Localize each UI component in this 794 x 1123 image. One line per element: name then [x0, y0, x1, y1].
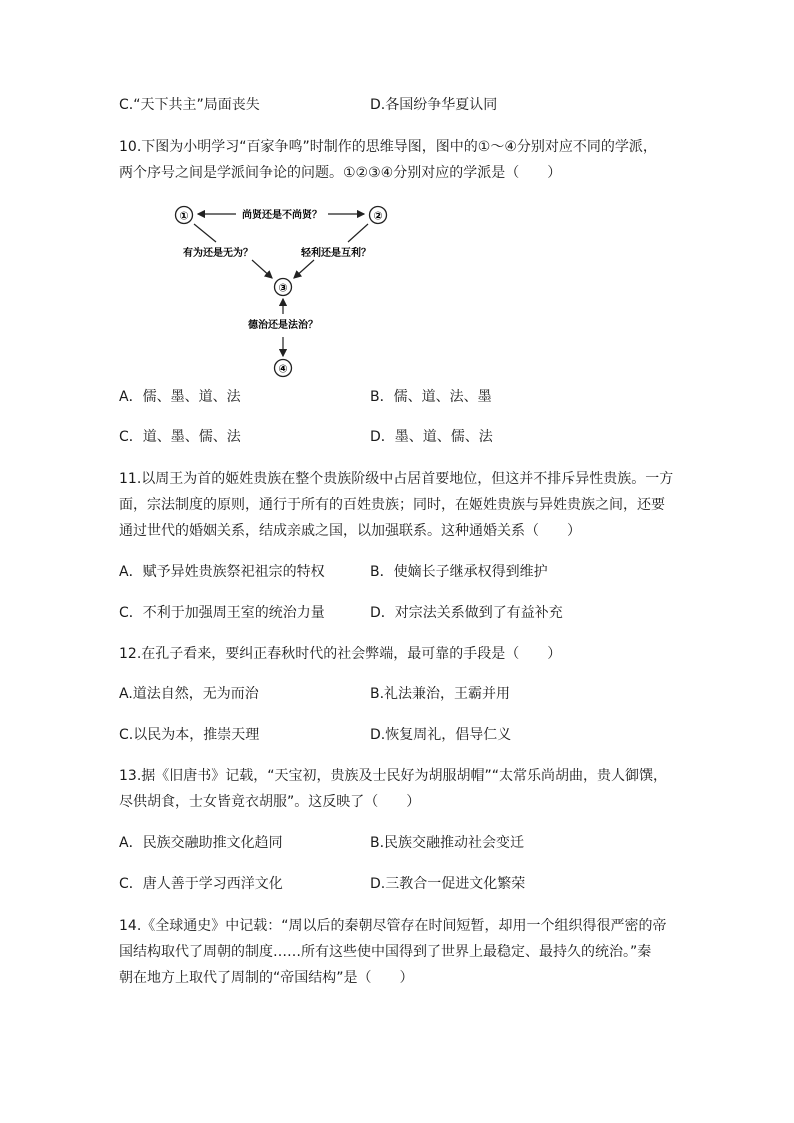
q11-option-c: C．不利于加强周王室的统治力量: [119, 605, 325, 621]
q14-stem-line-3: 朝在地方上取代了周制的“帝国结构”是（ ）: [119, 970, 414, 986]
q14-stem: [119, 913, 679, 991]
q14-stem-line-1: 14.《全球通史》中记载：“周以后的秦朝尽管存在时间短暂，却用一个组织得很严密的帝: [119, 918, 667, 934]
q13-stem-line-1: 13.据《旧唐书》记载，“天宝初，贵族及士民好为胡服胡帽”“太常乐尚胡曲，贵人御馔，: [119, 768, 668, 784]
edge-1-2-label: 尚贤还是不尚贤？: [242, 210, 322, 221]
q12-option-c: C.以民为本，推崇天理: [119, 727, 260, 743]
q11-stem-line-2: 面，宗法制度的原则，通行于所有的百姓贵族；同时，在姬姓贵族与异姓贵族之间，还要: [119, 497, 665, 513]
q11-option-b: B．使嫡长子继承权得到维护: [370, 564, 548, 580]
node-1-label: ①: [179, 209, 189, 223]
q10-option-a: A．儒、墨、道、法: [119, 389, 241, 405]
q9-option-c: C.“天下共主”局面丧失: [119, 97, 260, 113]
q13-stem: [119, 763, 679, 815]
q13-option-a: A．民族交融助推文化趋同: [119, 835, 283, 851]
q13-option-b: B.民族交融推动社会变迁: [370, 835, 525, 851]
arrow-to-node-3-left: [252, 260, 272, 278]
arrow-to-node-3-right: [294, 260, 314, 278]
q10-option-d: D．墨、道、儒、法: [370, 429, 493, 445]
q11-stem-line-3: 通过世代的婚姻关系，结成亲戚之国，以加强联系。这种通婚关系（ ）: [119, 523, 581, 539]
mind-map-svg: [170, 200, 390, 385]
q10-option-b: B．儒、道、法、墨: [370, 389, 492, 405]
node-2-label: ②: [373, 209, 383, 223]
q12-option-d: D.恢复周礼，倡导仁义: [370, 727, 512, 743]
q14-stem-line-2: 国结构取代了周朝的制度……所有这些使中国得到了世界上最稳定、最持久的统治。”秦: [119, 944, 652, 960]
q11-option-a: A．赋予异姓贵族祭祀祖宗的特权: [119, 564, 325, 580]
q13-stem-line-2: 尽供胡食，士女皆竟衣胡服”。这反映了（ ）: [119, 794, 421, 810]
q11-stem: [119, 466, 679, 544]
edge-1-3-label: 有为还是无为？: [183, 248, 253, 259]
edge-2-3-label: 轻利还是互利？: [301, 248, 371, 259]
q11-stem-line-1: 11.以周王为首的姬姓贵族在整个贵族阶级中占居首要地位，但这并不排斥异性贵族。一方: [119, 471, 674, 487]
q13-option-c: C．唐人善于学习西洋文化: [119, 876, 283, 892]
q10-mind-map-diagram: [170, 200, 390, 385]
q10-stem: [119, 134, 679, 186]
q12-option-a: A.道法自然，无为而治: [119, 686, 259, 702]
q11-option-d: D．对宗法关系做到了有益补充: [370, 605, 563, 621]
q10-stem-line-1: 10.下图为小明学习“百家争鸣”时制作的思维导图，图中的①～④分别对应不同的学派，: [119, 139, 657, 155]
edge-2-3-upper: [348, 224, 368, 242]
edge-3-4-label: 德治还是法治？: [248, 320, 318, 331]
q10-stem-line-2: 两个序号之间是学派间争论的问题。①②③④分别对应的学派是（ ）: [119, 165, 562, 181]
q13-option-d: D.三教合一促进文化繁荣: [370, 876, 526, 892]
q12-stem: 12.在孔子看来，要纠正春秋时代的社会弊端，最可靠的手段是（ ）: [119, 646, 562, 662]
q10-option-c: C．道、墨、儒、法: [119, 429, 241, 445]
node-4-label: ④: [278, 362, 288, 376]
node-3-label: ③: [278, 281, 288, 295]
q9-option-d: D.各国纷争华夏认同: [370, 97, 498, 113]
q12-option-b: B.礼法兼治，王霸并用: [370, 686, 511, 702]
edge-1-3-upper: [194, 224, 216, 242]
